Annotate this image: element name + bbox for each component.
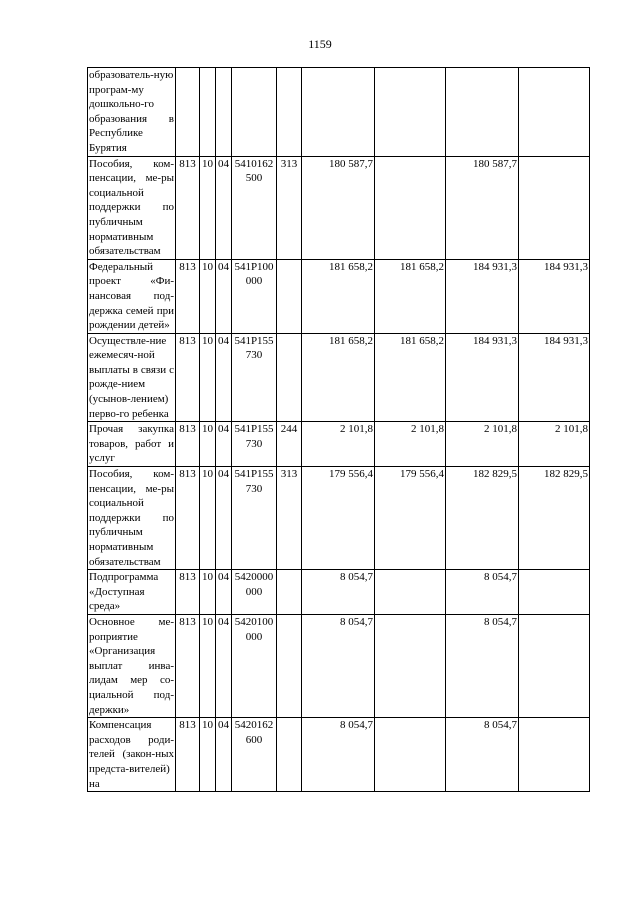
sum-2: 181 658,2	[375, 333, 446, 422]
row-name: Пособия, ком-пенсации, ме-ры социальной поддержки по публичным нормативным обязательствам	[88, 467, 176, 570]
subsection-code: 04	[216, 259, 232, 333]
section-code: 10	[200, 259, 216, 333]
sum-2	[375, 68, 446, 157]
target-article-code: 541P155730	[232, 467, 277, 570]
sum-1: 8 054,7	[302, 718, 375, 792]
ved-code: 813	[176, 259, 200, 333]
sum-3: 2 101,8	[446, 422, 519, 467]
ved-code: 813	[176, 156, 200, 259]
subsection-code: 04	[216, 333, 232, 422]
sum-2	[375, 570, 446, 615]
sum-4	[519, 156, 590, 259]
target-article-code: 541P155730	[232, 422, 277, 467]
row-name: Федеральный проект «Фи-нансовая под-держка семей при рождении детей»	[88, 259, 176, 333]
table-row	[88, 570, 590, 615]
ved-code: 813	[176, 422, 200, 467]
budget-table	[87, 67, 590, 792]
table-row	[88, 614, 590, 717]
row-name: Прочая закупка товаров, работ и услуг	[88, 422, 176, 467]
subsection-code: 04	[216, 467, 232, 570]
subsection-code: 04	[216, 156, 232, 259]
ved-code	[176, 68, 200, 157]
sum-4: 182 829,5	[519, 467, 590, 570]
ved-code: 813	[176, 333, 200, 422]
table-row	[88, 467, 590, 570]
row-name: Пособия, ком-пенсации, ме-ры социальной поддержки по публичным нормативным обязательствам	[88, 156, 176, 259]
sum-4	[519, 614, 590, 717]
sum-3: 184 931,3	[446, 259, 519, 333]
sum-1	[302, 68, 375, 157]
sum-1: 2 101,8	[302, 422, 375, 467]
sum-3: 184 931,3	[446, 333, 519, 422]
target-article-code: 541P155730	[232, 333, 277, 422]
ved-code: 813	[176, 718, 200, 792]
table-row	[88, 333, 590, 422]
sum-1: 181 658,2	[302, 259, 375, 333]
sum-4	[519, 570, 590, 615]
expense-type-code: 313	[277, 467, 302, 570]
target-article-code: 5420000000	[232, 570, 277, 615]
row-name: Осуществле-ние ежемесяч-ной выплаты в связи с рожде-нием (усынов-лением) перво-го ребенка	[88, 333, 176, 422]
sum-3: 8 054,7	[446, 718, 519, 792]
sum-4: 184 931,3	[519, 259, 590, 333]
table-row	[88, 259, 590, 333]
section-code: 10	[200, 333, 216, 422]
sum-3	[446, 68, 519, 157]
sum-1: 181 658,2	[302, 333, 375, 422]
row-name: образователь-ную програм-му дошкольно-го образования в Республике Бурятия	[88, 68, 176, 157]
expense-type-code	[277, 718, 302, 792]
sum-2	[375, 614, 446, 717]
target-article-code	[232, 68, 277, 157]
row-name: Подпрограмма «Доступная среда»	[88, 570, 176, 615]
sum-3: 182 829,5	[446, 467, 519, 570]
target-article-code: 5420162600	[232, 718, 277, 792]
section-code: 10	[200, 570, 216, 615]
sum-3: 180 587,7	[446, 156, 519, 259]
sum-4: 2 101,8	[519, 422, 590, 467]
sum-2: 181 658,2	[375, 259, 446, 333]
table-row	[88, 68, 590, 157]
section-code: 10	[200, 718, 216, 792]
subsection-code: 04	[216, 570, 232, 615]
section-code: 10	[200, 467, 216, 570]
sum-1: 179 556,4	[302, 467, 375, 570]
sum-1: 180 587,7	[302, 156, 375, 259]
sum-3: 8 054,7	[446, 570, 519, 615]
target-article-code: 541P100000	[232, 259, 277, 333]
table-body	[88, 68, 590, 792]
sum-2: 2 101,8	[375, 422, 446, 467]
expense-type-code	[277, 68, 302, 157]
sum-1: 8 054,7	[302, 614, 375, 717]
ved-code: 813	[176, 570, 200, 615]
table-row	[88, 156, 590, 259]
sum-4	[519, 68, 590, 157]
expense-type-code	[277, 570, 302, 615]
row-name: Компенсация расходов роди-телей (закон-ных предста-вителей) на	[88, 718, 176, 792]
expense-type-code: 313	[277, 156, 302, 259]
subsection-code: 04	[216, 422, 232, 467]
target-article-code: 5420100000	[232, 614, 277, 717]
subsection-code: 04	[216, 718, 232, 792]
subsection-code: 04	[216, 614, 232, 717]
ved-code: 813	[176, 467, 200, 570]
sum-2	[375, 156, 446, 259]
expense-type-code	[277, 259, 302, 333]
page-number: 1159	[308, 37, 332, 51]
section-code: 10	[200, 156, 216, 259]
expense-type-code: 244	[277, 422, 302, 467]
sum-2: 179 556,4	[375, 467, 446, 570]
expense-type-code	[277, 614, 302, 717]
row-name: Основное ме-роприятие «Организация выплат инва-лидам мер со-циальной под-держки»	[88, 614, 176, 717]
sum-3: 8 054,7	[446, 614, 519, 717]
section-code	[200, 68, 216, 157]
sum-4	[519, 718, 590, 792]
expense-type-code	[277, 333, 302, 422]
sum-1: 8 054,7	[302, 570, 375, 615]
sum-4: 184 931,3	[519, 333, 590, 422]
ved-code: 813	[176, 614, 200, 717]
section-code: 10	[200, 614, 216, 717]
sum-2	[375, 718, 446, 792]
section-code: 10	[200, 422, 216, 467]
table-row	[88, 718, 590, 792]
target-article-code: 5410162500	[232, 156, 277, 259]
subsection-code	[216, 68, 232, 157]
table-row	[88, 422, 590, 467]
